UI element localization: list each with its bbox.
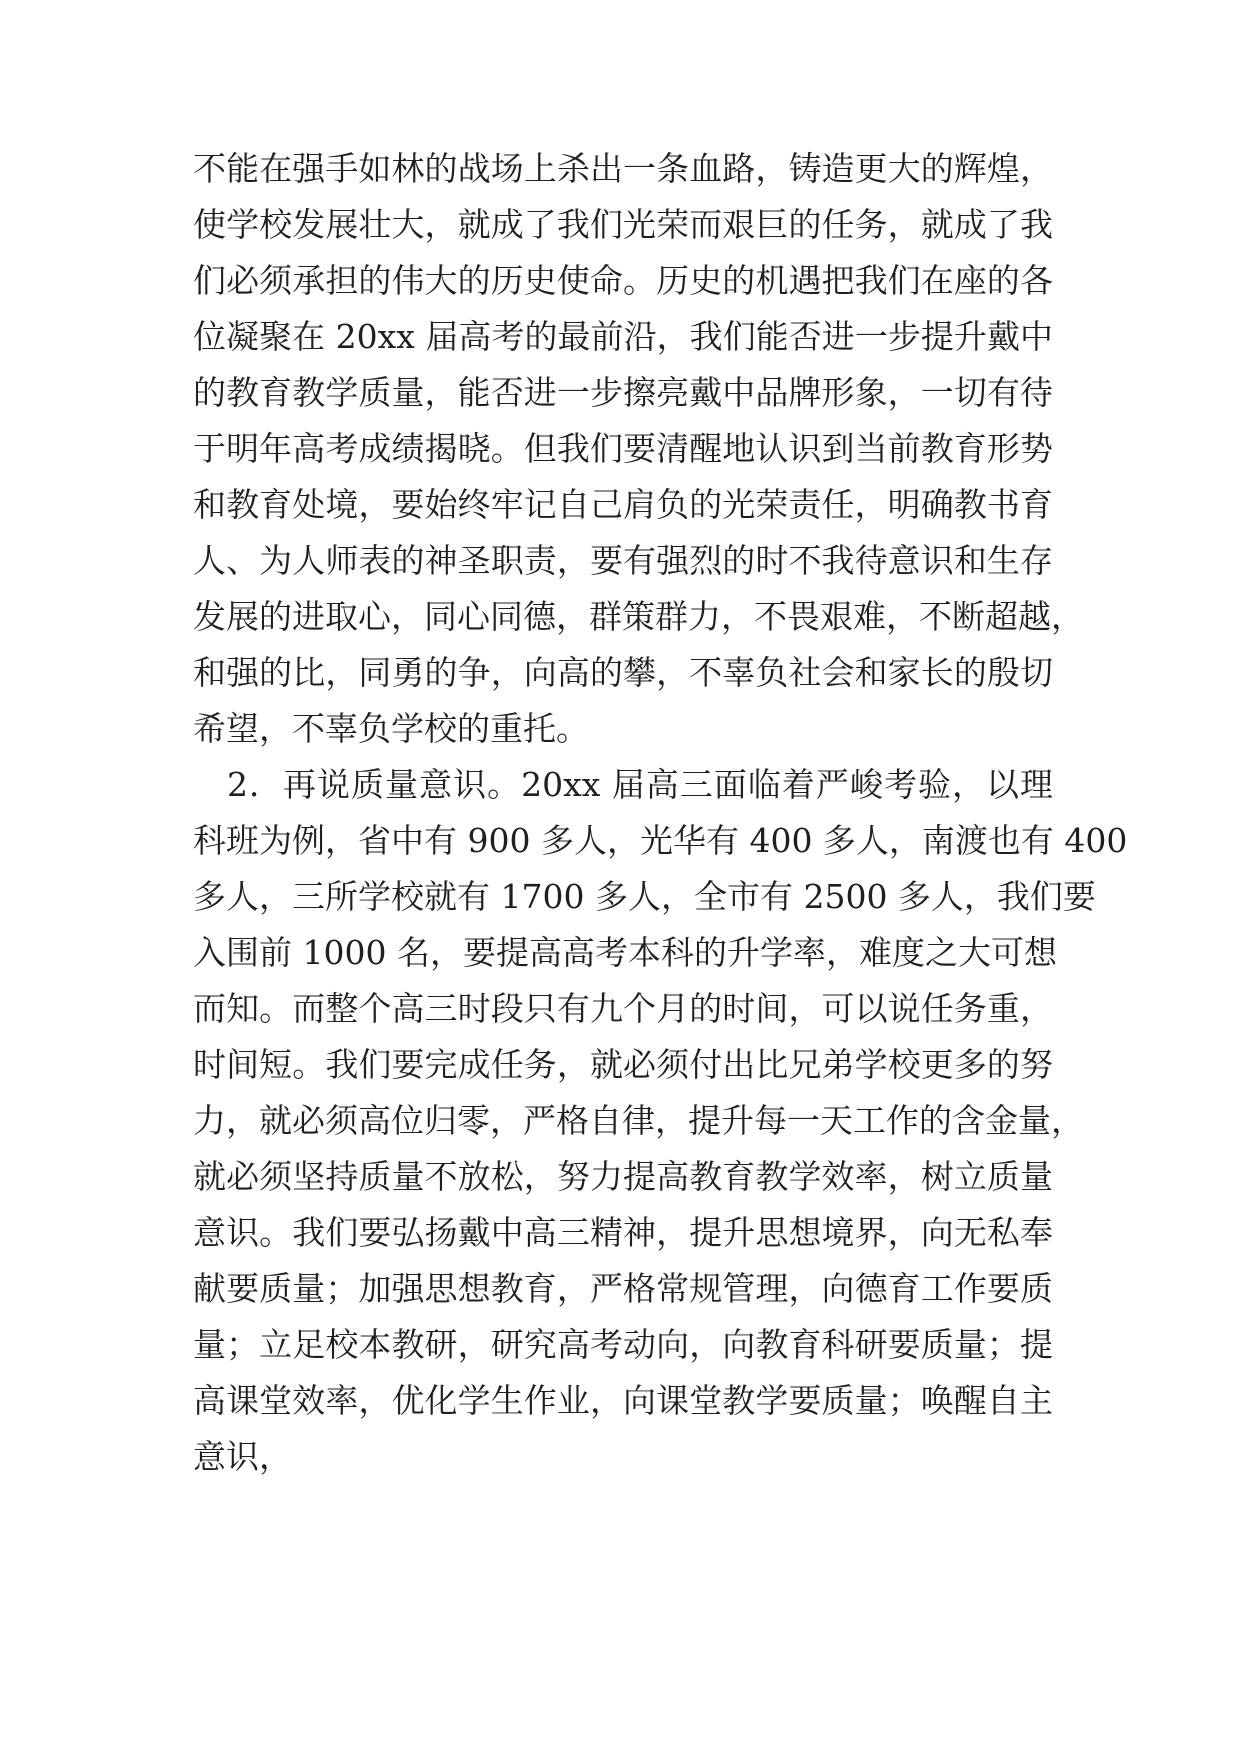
text-line: 献要质量；加强思想教育，严格常规管理，向德育工作要质: [193, 1269, 1053, 1308]
text-line: 高课堂效率，优化学生作业，向课堂教学要质量；唤醒自主: [193, 1381, 1053, 1420]
text-line: 的教育教学质量，能否进一步擦亮戴中品牌形象，一切有待: [193, 373, 1053, 412]
text-line: 就必须坚持质量不放松，努力提高教育教学效率，树立质量: [193, 1157, 1053, 1196]
text-line: 希望，不辜负学校的重托。: [193, 709, 589, 748]
text-line: 们必须承担的伟大的历史使命。历史的机遇把我们在座的各: [193, 261, 1053, 300]
text-line: 多人，三所学校就有 1700 多人，全市有 2500 多人，我们要: [193, 877, 1096, 916]
text-line: 和强的比，同勇的争，向高的攀，不辜负社会和家长的殷切: [193, 653, 1053, 692]
text-line: 不能在强手如林的战场上杀出一条血路，铸造更大的辉煌，: [193, 149, 1053, 188]
text-line: 人、为人师表的神圣职责，要有强烈的时不我待意识和生存: [193, 541, 1053, 580]
text-line: 入围前 1000 名，要提高高考本科的升学率，难度之大可想: [193, 933, 1057, 972]
text-line: 力，就必须高位归零，严格自律，提升每一天工作的含金量，: [193, 1101, 1084, 1140]
text-line: 于明年高考成绩揭晓。但我们要清醒地认识到当前教育形势: [193, 429, 1053, 468]
text-line: 意识，: [193, 1437, 292, 1476]
text-line: 发展的进取心，同心同德，群策群力，不畏艰难，不断超越，: [193, 597, 1084, 636]
text-line: 而知。而整个高三时段只有九个月的时间，可以说任务重，: [193, 989, 1053, 1028]
text-line: 科班为例，省中有 900 多人，光华有 400 多人，南渡也有 400: [193, 821, 1128, 860]
text-line: 量；立足校本教研，研究高考动向，向教育科研要质量；提: [193, 1325, 1053, 1364]
text-line: 和教育处境，要始终牢记自己肩负的光荣责任，明确教书育: [193, 485, 1053, 524]
text-line: 使学校发展壮大，就成了我们光荣而艰巨的任务，就成了我: [193, 205, 1053, 244]
text-line: 时间短。我们要完成任务，就必须付出比兄弟学校更多的努: [193, 1045, 1053, 1084]
text-line: 位凝聚在 20xx 届高考的最前沿，我们能否进一步提升戴中: [193, 317, 1053, 356]
text-line: 意识。我们要弘扬戴中高三精神，提升思想境界，向无私奉: [193, 1213, 1053, 1252]
paragraph-2-start-line: 2．再说质量意识。20xx 届高三面临着严峻考验，以理: [193, 765, 1053, 804]
